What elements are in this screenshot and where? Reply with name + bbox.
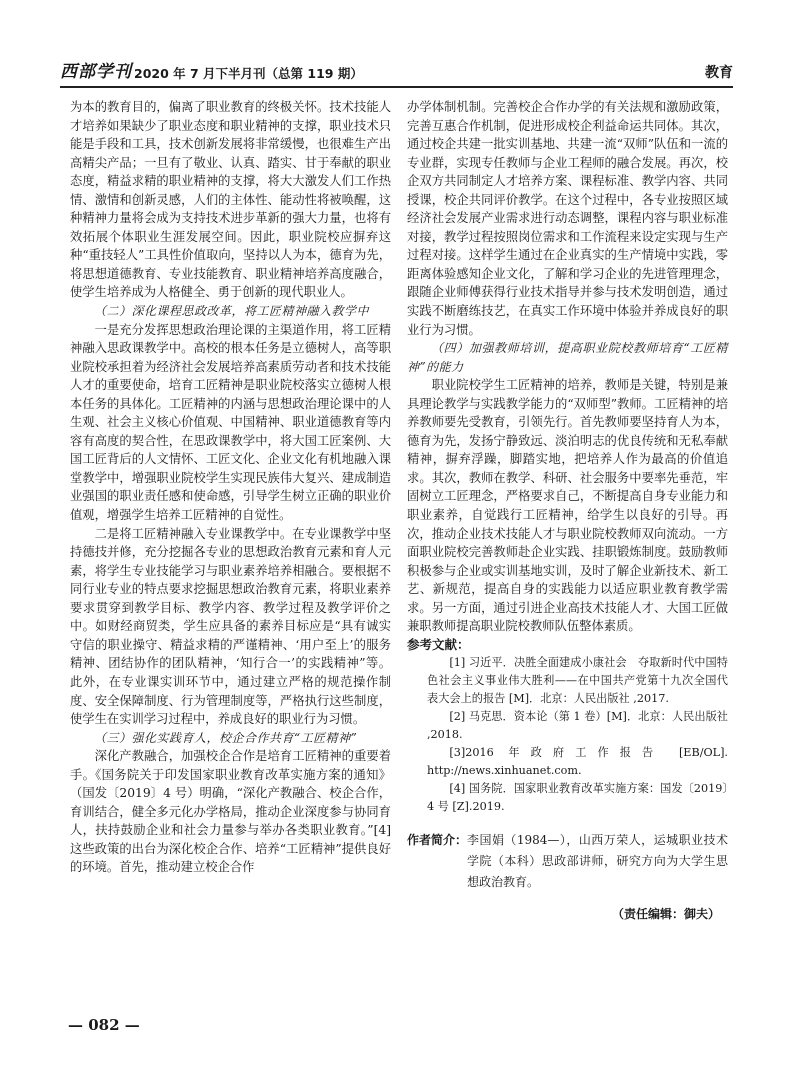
paragraph: 办学体制机制。完善校企合作办学的有关法规和激励政策，完善互惠合作机制，促进形成校企利益命运共同体。其次，通过校企共建一批实训基地、共建一流“双师”队伍和一流的专业群，实现专任教师与企业工程师的融合发展。再次，校企双方共同制定人才培养方案、课程标准、教学内容、共同授课，校企共同评价教学。在这个过程中，各专业按照区域经济社会发展产业需求进行动态调整，课程内容与职业标准对接，教学过程按照岗位需求和工作流程来设定实现与生产过程对接。这样学生通过在企业真实的生产情境中实践，零距离体验感知企业文化，了解和学习企业的先进管理理念，跟随企业师傅获得行业技术指导并参与技术发明创造，通过实践不断磨练技艺，在真实工作环境中体验并养成良好的职业行为习惯。 (407, 100, 728, 337)
author-bio (407, 830, 728, 893)
paragraph: 一是充分发挥思想政治理论课的主渠道作用，将工匠精神融入思政课教学中。高校的根本任务是立德树人，高等职业院校承担着为经济社会发展培养高素质劳动者和技术技能人才的重要使命，培育工匠精神是职业院校落实立德树人根本任务的具体化。工匠精神的内涵与思想政治理论课中的人生观、社会主义核心价值观、中国精神、职业道德教育等内容有高度的契合性，在思政课教学中，将大国工匠案例、大国工匠背后的人文情怀、工匠文化、企业文化有机地融入课堂教学中，增强职业院校学生实现民族伟大复兴、建成制造业强国的职业责任感和使命感，引导学生树立正确的职业价值观，增强学生培养工匠精神的自觉性。 (70, 322, 391, 523)
right-column (407, 98, 728, 924)
subsection-heading: （二）深化课程思政改革，将工匠精神融入教学中 (94, 304, 370, 319)
issue-info: 2020 年 7 月下半月刊（总第 119 期） (134, 66, 363, 81)
header-left (60, 57, 363, 86)
author-label: 作者简介： (407, 833, 468, 848)
paragraph: 深化产教融合，加强校企合作是培育工匠精神的重要着手。《国务院关于印发国家职业教育改革实施方案的通知》（国发〔2019〕4 号）明确，“深化产教融合、校企合作，育训结合，健全多元化办学格局，推动企业深度参与协同育人，扶持鼓励企业和社会力量参与举办各类职业教育。”[4] 这些政策的出台为深化校企合作、培养“工匠精神”提供良好的环境。首先，推动建立校企合作 (70, 749, 391, 875)
reference-item: [3]2016 年政府工作报告 [EB/OL]. http://news.xinhuanet.com. (427, 746, 728, 778)
page-number: — 082 — (68, 1016, 140, 1034)
reference-item: [1] 习近平．决胜全面建成小康社会 夺取新时代中国特色社会主义事业伟大胜利——在中国共产党第十九次全国代表大会上的报告 [M]．北京：人民出版社 ,2017. (427, 656, 728, 706)
responsible-editor: （责任编辑：御夫） (611, 907, 720, 922)
subsection-heading: （四）加强教师培训，提高职业院校教师培育“工匠精神”的能力 (407, 341, 728, 374)
section-label: 教育 (705, 65, 733, 81)
journal-logo: 西部学刊 (60, 62, 132, 82)
left-column (70, 98, 391, 877)
paragraph: 二是将工匠精神融入专业课教学中。在专业课教学中坚持德技并修，充分挖掘各专业的思想政治教育元素和育人元素，将学生专业技能学习与职业素养培养相融合。要根据不同行业专业的特点要求挖掘思想政治教育元素，将职业素养要求贯穿到教学目标、教学内容、教学过程及教学评价之中。如财经商贸类，学生应具备的素养目标应是“具有诚实守信的职业操守、精益求精的严谨精神、‘用户至上’的服务精神、团结协作的团队精神，‘知行合一’的实践精神”等。此外，在专业课实训环节中，通过建立严格的规范操作制度、安全保障制度、行为管理制度等，严格执行这些制度，使学生在实训学习过程中，养成良好的职业行为习惯。 (70, 526, 391, 727)
reference-item: [4] 国务院．国家职业教育改革实施方案：国发〔2019〕4 号 [Z].2019. (427, 782, 728, 814)
author-text: 李国娟（1984—），山西万荣人，运城职业技术学院（本科）思政部讲师，研究方向为大学生思想政治教育。 (467, 833, 728, 890)
paragraph: 职业院校学生工匠精神的培养，教师是关键，特别是兼具理论教学与实践教学能力的“双师型”教师。工匠精神的培养教师要先受教育，引领先行。首先教师要坚持育人为本，德育为先，发扬宁静致远、淡泊明志的优良传统和无私奉献精神，摒弃浮躁，脚踏实地，把培养人作为最高的价值追求。其次，教师在教学、科研、社会服务中要率先垂范，牢固树立工匠理念，严格要求自己，不断提高自身专业能力和职业素养，自觉践行工匠精神，给学生以良好的引导。再次，推动企业技术技能人才与职业院校教师双向流动。一方面职业院校完善教师赴企业实践、挂职锻炼制度。鼓励教师积极参与企业或实训基地实训，及时了解企业新技术、新工艺、新规范，提高自身的实践能力以适应职业教育教学需求。另一方面，通过引进企业高技术技能人才、大国工匠做兼职教师提高职业院校教师队伍整体素质。 (407, 378, 728, 634)
reference-item: [2] 马克思．资本论（第 1 卷）[M]．北京：人民出版社 ,2018. (427, 710, 728, 742)
paragraph: 为本的教育目的，偏离了职业教育的终极关怀。技术技能人才培养如果缺少了职业态度和职业精神的支撑，职业技术只能是手段和工具，技术创新发展将非常缓慢，也很难生产出高精尖产品；一旦有了敬业、认真、踏实、甘于奉献的职业态度，精益求精的职业精神的支撑，将大大激发人们工作热情、激情和创新灵感，人们的主体性、能动性将被唤醒，这种精神力量将会成为支持技术进步革新的强大力量，也将有效拓展个体职业生涯发展空间。因此，职业院校应摒弃这种“重技轻人”工具性价值取向，坚持以人为本，德育为先，将思想道德教育、专业技能教育、职业精神培养高度融合，使学生培养成为人格健全、勇于创新的现代职业人。 (70, 100, 391, 300)
references-title: 参考文献： (407, 636, 470, 652)
subsection-heading: （三）强化实践育人，校企合作共育“工匠精神” (94, 730, 358, 745)
page-header (60, 58, 733, 88)
